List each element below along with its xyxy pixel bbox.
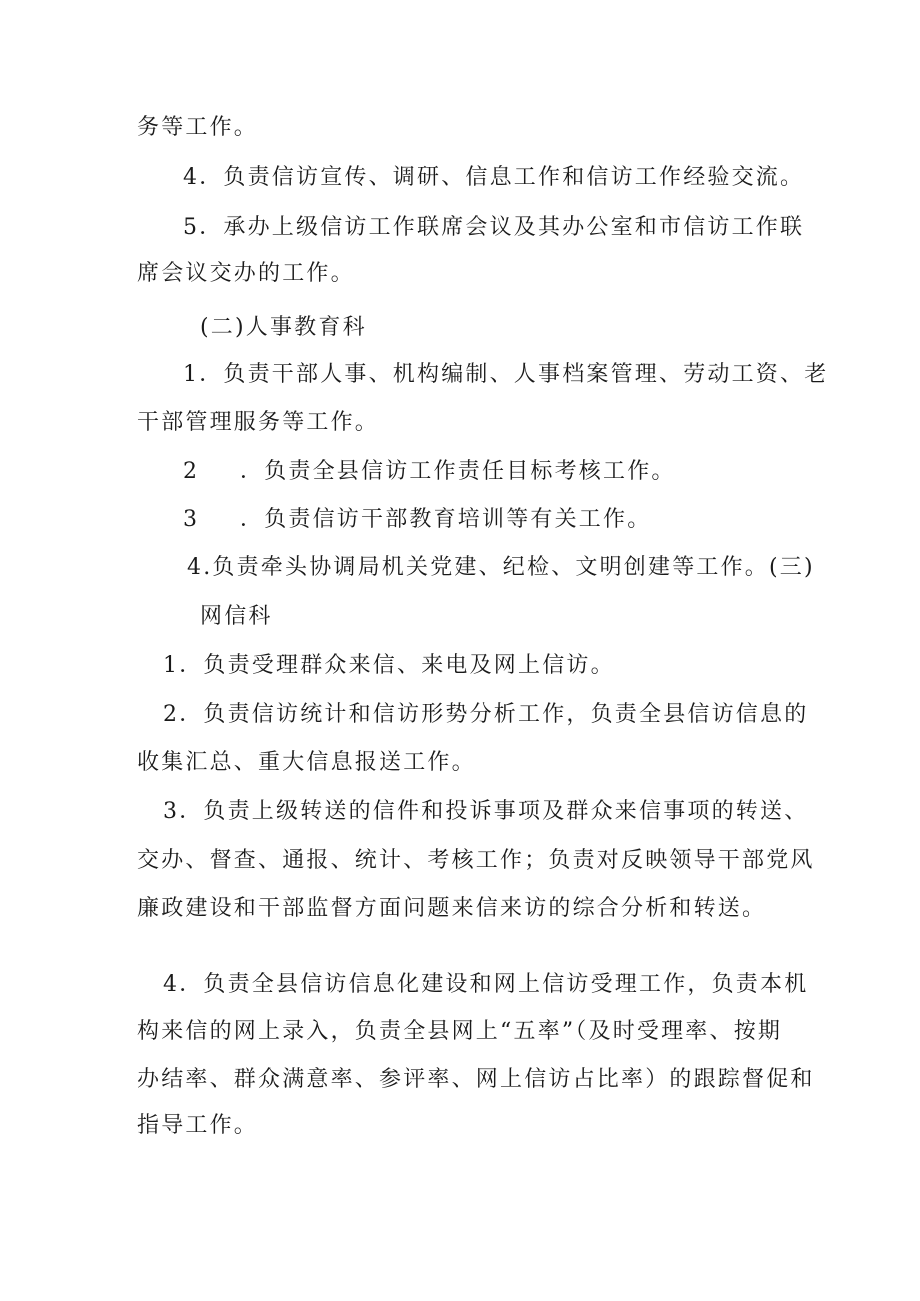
text-line: 廉政建设和干部监督方面问题来信来访的综合分析和转送。 <box>137 896 767 921</box>
text-line: ．负责全县信访工作责任目标考核工作。 <box>240 459 676 484</box>
text-line: ．负责信访干部教育培训等有关工作。 <box>240 507 652 532</box>
section-heading: (二)人事教育科 <box>200 315 367 340</box>
text-line: 干部管理服务等工作。 <box>137 410 380 435</box>
text-line: 务等工作。 <box>137 115 259 140</box>
text-line: 4.负责牵头协调局机关党建、纪检、文明创建等工作。(三) <box>187 555 815 580</box>
text-line: 4．负责信访宣传、调研、信息工作和信访工作经验交流。 <box>183 165 805 190</box>
text-line: 1．负责干部人事、机构编制、人事档案管理、劳动工资、老 <box>183 362 829 387</box>
text-line: 办结率、群众满意率、参评率、网上信访占比率）的跟踪督促和 <box>137 1067 815 1092</box>
section-heading: 网信科 <box>200 604 273 629</box>
item-number: 3 <box>183 507 200 532</box>
item-number: 2 <box>183 459 200 484</box>
text-line: 4．负责全县信访信息化建设和网上信访受理工作，负责本机 <box>163 972 809 997</box>
text-line: 构来信的网上录入，负责全县网上“五率”（及时受理率、按期 <box>137 1019 783 1044</box>
text-line: 1．负责受理群众来信、来电及网上信访。 <box>163 653 615 678</box>
text-line: 收集汇总、重大信息报送工作。 <box>137 750 476 775</box>
text-line: 交办、督查、通报、统计、考核工作；负责对反映领导干部党风 <box>137 848 815 873</box>
text-line: 3．负责上级转送的信件和投诉事项及群众来信事项的转送、 <box>163 799 809 824</box>
text-line: 指导工作。 <box>137 1113 259 1138</box>
text-line: 2．负责信访统计和信访形势分析工作，负责全县信访信息的 <box>163 702 809 727</box>
text-line: 5．承办上级信访工作联席会议及其办公室和市信访工作联 <box>183 215 805 240</box>
text-line: 席会议交办的工作。 <box>137 261 355 286</box>
